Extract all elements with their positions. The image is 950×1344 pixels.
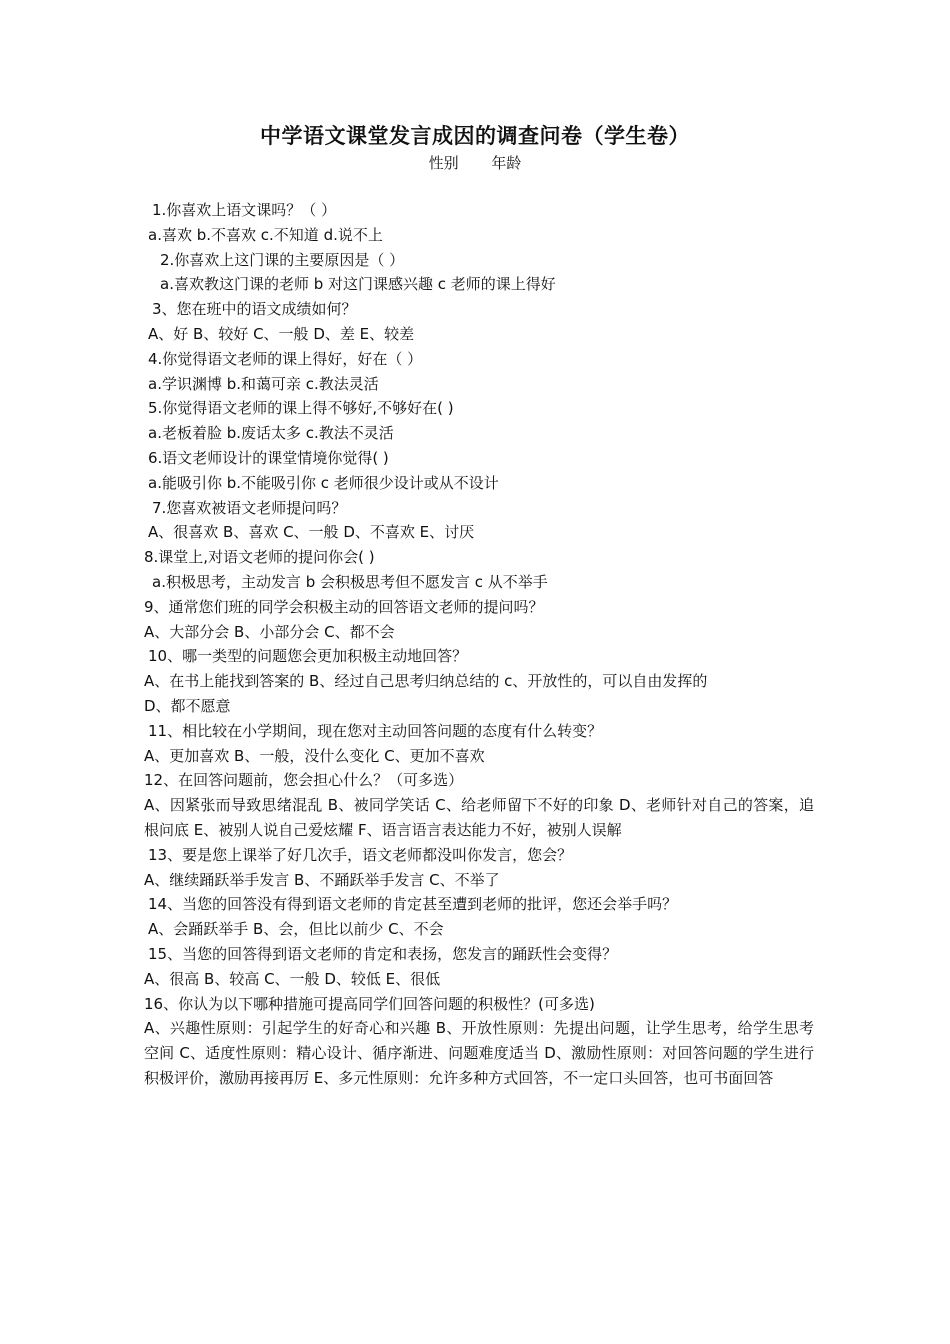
question-line: 10、哪一类型的问题您会更加积极主动地回答？ — [148, 647, 468, 666]
question-line: a.老板着脸 b.废话太多 c.教法不灵活 — [148, 424, 394, 443]
question-line: 4.你觉得语文老师的课上得好，好在（ ） — [148, 349, 423, 368]
question-line: 13、要是您上课举了好几次手，语文老师都没叫你发言，您会？ — [148, 845, 573, 864]
questions-1-12 — [144, 198, 814, 793]
question-line: a.喜欢教这门课的老师 b 对这门课感兴趣 c 老师的课上得好 — [160, 275, 556, 294]
age-label: 年龄 — [491, 154, 522, 172]
question-line: A、在书上能找到答案的 B、经过自己思考归纳总结的 c、开放性的，可以自由发挥的 — [144, 672, 708, 691]
question-line: 1.你喜欢上语文课吗？（ ） — [152, 201, 337, 219]
question-line: A、很喜欢 B、喜欢 C、一般 D、不喜欢 E、讨厌 — [148, 523, 475, 542]
question-line: 3、您在班中的语文成绩如何？ — [152, 300, 357, 319]
question-12-options: A、因紧张而导致思绪混乱 B、被同学笑话 C、给老师留下不好的印象 D、老师针对自己的答案，追根问底 E、被别人说自己爱炫耀 F、语言语言表达能力不好，被别人误解 — [144, 796, 814, 839]
question-line: 12、在回答问题前，您会担心什么？（可多选） — [144, 771, 464, 790]
question-line: A、很高 B、较高 C、一般 D、较低 E、很低 — [144, 969, 441, 988]
question-line: a.学识渊博 b.和蔼可亲 c.教法灵活 — [148, 374, 379, 393]
question-line: A、继续踊跃举手发言 B、不踊跃举手发言 C、不举了 — [144, 870, 500, 889]
question-line: 7.您喜欢被语文老师提问吗？ — [152, 498, 347, 517]
question-line: 6.语文老师设计的课堂情境你觉得( ) — [148, 448, 389, 467]
question-line: 16、你认为以下哪种措施可提高同学们回答问题的积极性？(可多选) — [144, 994, 595, 1013]
question-line: 2.你喜欢上这门课的主要原因是（ ） — [160, 250, 405, 269]
question-line: a.积极思考，主动发言 b 会积极思考但不愿发言 c 从不举手 — [152, 572, 548, 591]
question-line: A、更加喜欢 B、一般，没什么变化 C、更加不喜欢 — [144, 746, 485, 765]
question-line: 9、通常您们班的同学会积极主动的回答语文老师的提问吗？ — [144, 597, 544, 616]
question-line: 5.你觉得语文老师的课上得不够好,不够好在( ) — [148, 399, 454, 418]
question-line: a.能吸引你 b.不能吸引你 c 老师很少设计或从不设计 — [148, 473, 499, 492]
question-line: 14、当您的回答没有得到语文老师的肯定甚至遭到老师的批评，您还会举手吗？ — [148, 895, 678, 914]
respondent-fields — [0, 152, 950, 173]
question-line: 8.课堂上,对语文老师的提问你会( ) — [144, 548, 375, 567]
question-line: 15、当您的回答得到语文老师的肯定和表扬，您发言的踊跃性会变得？ — [148, 944, 618, 963]
questions-13-16 — [144, 843, 814, 1017]
question-line: A、好 B、较好 C、一般 D、差 E、较差 — [148, 324, 415, 343]
question-line: A、会踊跃举手 B、会，但比以前少 C、不会 — [148, 920, 444, 939]
questionnaire-body — [144, 198, 814, 1091]
question-line: a.喜欢 b.不喜欢 c.不知道 d.说不上 — [148, 225, 383, 244]
question-16-options: A、兴趣性原则：引起学生的好奇心和兴趣 B、开放性原则：先提出问题，让学生思考，给学生思考空间 C、适度性原则：精心设计、循序渐进、问题难度适当 D、激励性原则：对回答问题的学生进行积极评价，激励再接再厉 E、多元性原则：允许多种方式回答，不一定口头回答，也可书面回答 — [144, 1019, 814, 1087]
document-title: 中学语文课堂发言成因的调查问卷（学生卷） — [260, 124, 690, 148]
gender-label: 性别 — [428, 154, 459, 172]
question-line: 11、相比较在小学期间，现在您对主动回答问题的态度有什么转变？ — [148, 721, 603, 740]
question-line: D、都不愿意 — [144, 696, 231, 715]
question-line: A、大部分会 B、小部分会 C、都不会 — [144, 622, 395, 641]
